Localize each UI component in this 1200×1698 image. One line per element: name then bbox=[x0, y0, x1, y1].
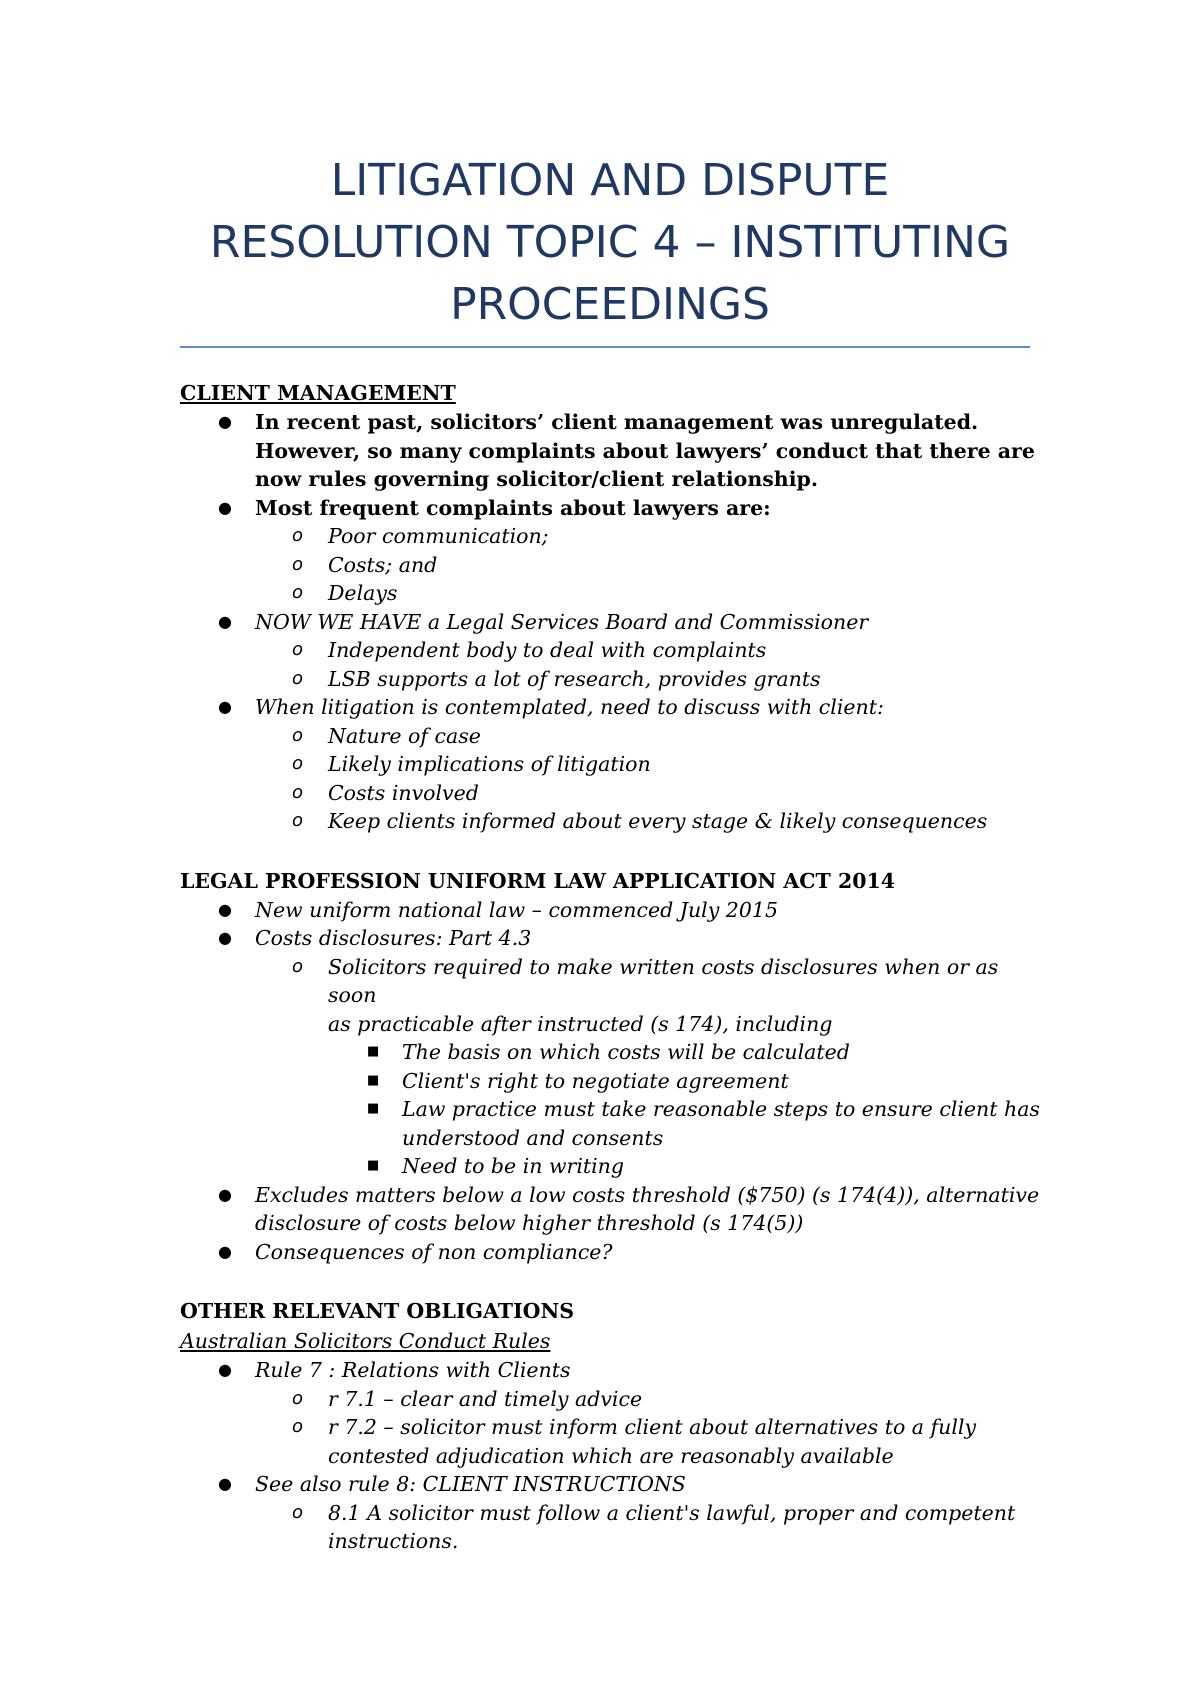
square-bullet-icon: ■ bbox=[367, 1072, 380, 1088]
circle-bullet-icon: o bbox=[292, 1501, 304, 1523]
list-item: ● Consequences of non compliance? bbox=[180, 1238, 1040, 1267]
sub-list-item: o Costs involved bbox=[180, 779, 1040, 808]
square-bullet-icon: ■ bbox=[367, 1101, 380, 1116]
circle-bullet-icon: o bbox=[292, 667, 304, 689]
list-item: ● See also rule 8: CLIENT INSTRUCTIONS bbox=[180, 1470, 1040, 1499]
circle-bullet-icon: o bbox=[292, 553, 304, 575]
sub-list-item: o LSB supports a lot of research, provides grants bbox=[180, 665, 1040, 694]
circle-bullet-icon: o bbox=[292, 724, 304, 746]
list-item: ● In recent past, solicitors’ client management was unregulated. However, so many complaints about lawyers’ conduct that there are now rules governing solicitor/client relationship. bbox=[218, 410, 1035, 491]
sub-list-item: o Independent body to deal with complaints bbox=[180, 636, 1040, 665]
section-heading-uniform-law: LEGAL PROFESSION UNIFORM LAW APPLICATION ACT 2014 bbox=[180, 868, 895, 893]
title-line-1: LITIGATION AND DISPUTE bbox=[330, 155, 890, 206]
circle-bullet-icon: o bbox=[292, 955, 304, 977]
sub-list-item: o r 7.2 – solicitor must inform client about alternatives to a fully contested adjudication which are reasonably available bbox=[292, 1415, 977, 1468]
list-item: ● Rule 7 : Relations with Clients bbox=[180, 1356, 1040, 1385]
document-title bbox=[180, 150, 1040, 336]
sub-list-item: o r 7.1 – clear and timely advice bbox=[180, 1385, 1040, 1414]
bullet-icon: ● bbox=[218, 1360, 232, 1379]
circle-bullet-icon: o bbox=[292, 810, 304, 831]
sub-sub-list-item: ■ Need to be in writing bbox=[180, 1152, 1040, 1181]
sub-list-item: o Poor communication; bbox=[180, 522, 1040, 551]
list-item: ● Excludes matters below a low costs threshold ($750) (s 174(4)), alternative disclosure of costs below higher threshold (s 174(5)) bbox=[218, 1182, 1040, 1235]
circle-bullet-icon: o bbox=[292, 639, 304, 660]
list-item: ● When litigation is contemplated, need to discuss with client: bbox=[180, 693, 1040, 722]
circle-bullet-icon: o bbox=[292, 753, 304, 774]
list-item: ● Most frequent complaints about lawyers are: bbox=[180, 494, 1040, 523]
bullet-icon: ● bbox=[218, 697, 232, 716]
list-item: ● Costs disclosures: Part 4.3 bbox=[180, 924, 1040, 953]
sub-heading-conduct-rules: Australian Solicitors Conduct Rules bbox=[180, 1329, 551, 1353]
bullet-icon: ● bbox=[218, 928, 232, 947]
sub-list-item: o Nature of case bbox=[180, 722, 1040, 751]
sub-list-item: o Solicitors required to make written costs disclosures when or as soon as practicable after instructed (s 174), including bbox=[292, 954, 999, 1036]
bullet-icon: ● bbox=[218, 412, 232, 431]
square-bullet-icon: ■ bbox=[367, 1158, 380, 1173]
bullet-icon: ● bbox=[218, 1474, 232, 1493]
sub-list-item: o Likely implications of litigation bbox=[180, 750, 1040, 779]
section-spacer bbox=[180, 836, 1040, 866]
section-heading-other-obligations: OTHER RELEVANT OBLIGATIONS bbox=[180, 1299, 575, 1323]
title-line-2: RESOLUTION TOPIC 4 – INSTITUTING bbox=[209, 217, 1011, 268]
sub-list-item: o Costs; and bbox=[180, 551, 1040, 580]
title-line-3: PROCEEDINGS bbox=[450, 279, 770, 330]
circle-bullet-icon: o bbox=[292, 781, 304, 803]
section-heading-client-management: CLIENT MANAGEMENT bbox=[180, 381, 456, 405]
circle-bullet-icon: o bbox=[292, 1416, 304, 1437]
bullet-icon: ● bbox=[218, 611, 232, 631]
sub-sub-list-item: ■ The basis on which costs will be calculated bbox=[180, 1038, 1040, 1067]
list-item: ● NOW WE HAVE a Legal Services Board and Commissioner bbox=[180, 608, 1040, 637]
bullet-icon: ● bbox=[218, 1241, 232, 1261]
bullet-icon: ● bbox=[218, 1184, 232, 1204]
section-spacer bbox=[180, 1266, 1040, 1296]
list-item: ● New uniform national law – commenced July 2015 bbox=[180, 896, 1040, 925]
document-body bbox=[180, 378, 1040, 1556]
sub-list-item: o Keep clients informed about every stage & likely consequences bbox=[180, 807, 1040, 836]
sub-sub-list-item: ■ Client's right to negotiate agreement bbox=[180, 1067, 1040, 1096]
sub-list-item: o 8.1 A solicitor must follow a client's lawful, proper and competent instructions. bbox=[292, 1500, 1016, 1553]
bullet-icon: ● bbox=[218, 899, 232, 919]
sub-sub-list-item: ■ Law practice must take reasonable steps to ensure client has understood and consents bbox=[367, 1097, 1040, 1150]
circle-bullet-icon: o bbox=[292, 525, 304, 546]
square-bullet-icon: ■ bbox=[367, 1044, 380, 1059]
sub-list-item: o Delays bbox=[180, 579, 1040, 608]
circle-bullet-icon: o bbox=[292, 1387, 304, 1409]
circle-bullet-icon: o bbox=[292, 582, 304, 603]
bullet-icon: ● bbox=[218, 497, 232, 517]
title-divider bbox=[180, 346, 1030, 348]
